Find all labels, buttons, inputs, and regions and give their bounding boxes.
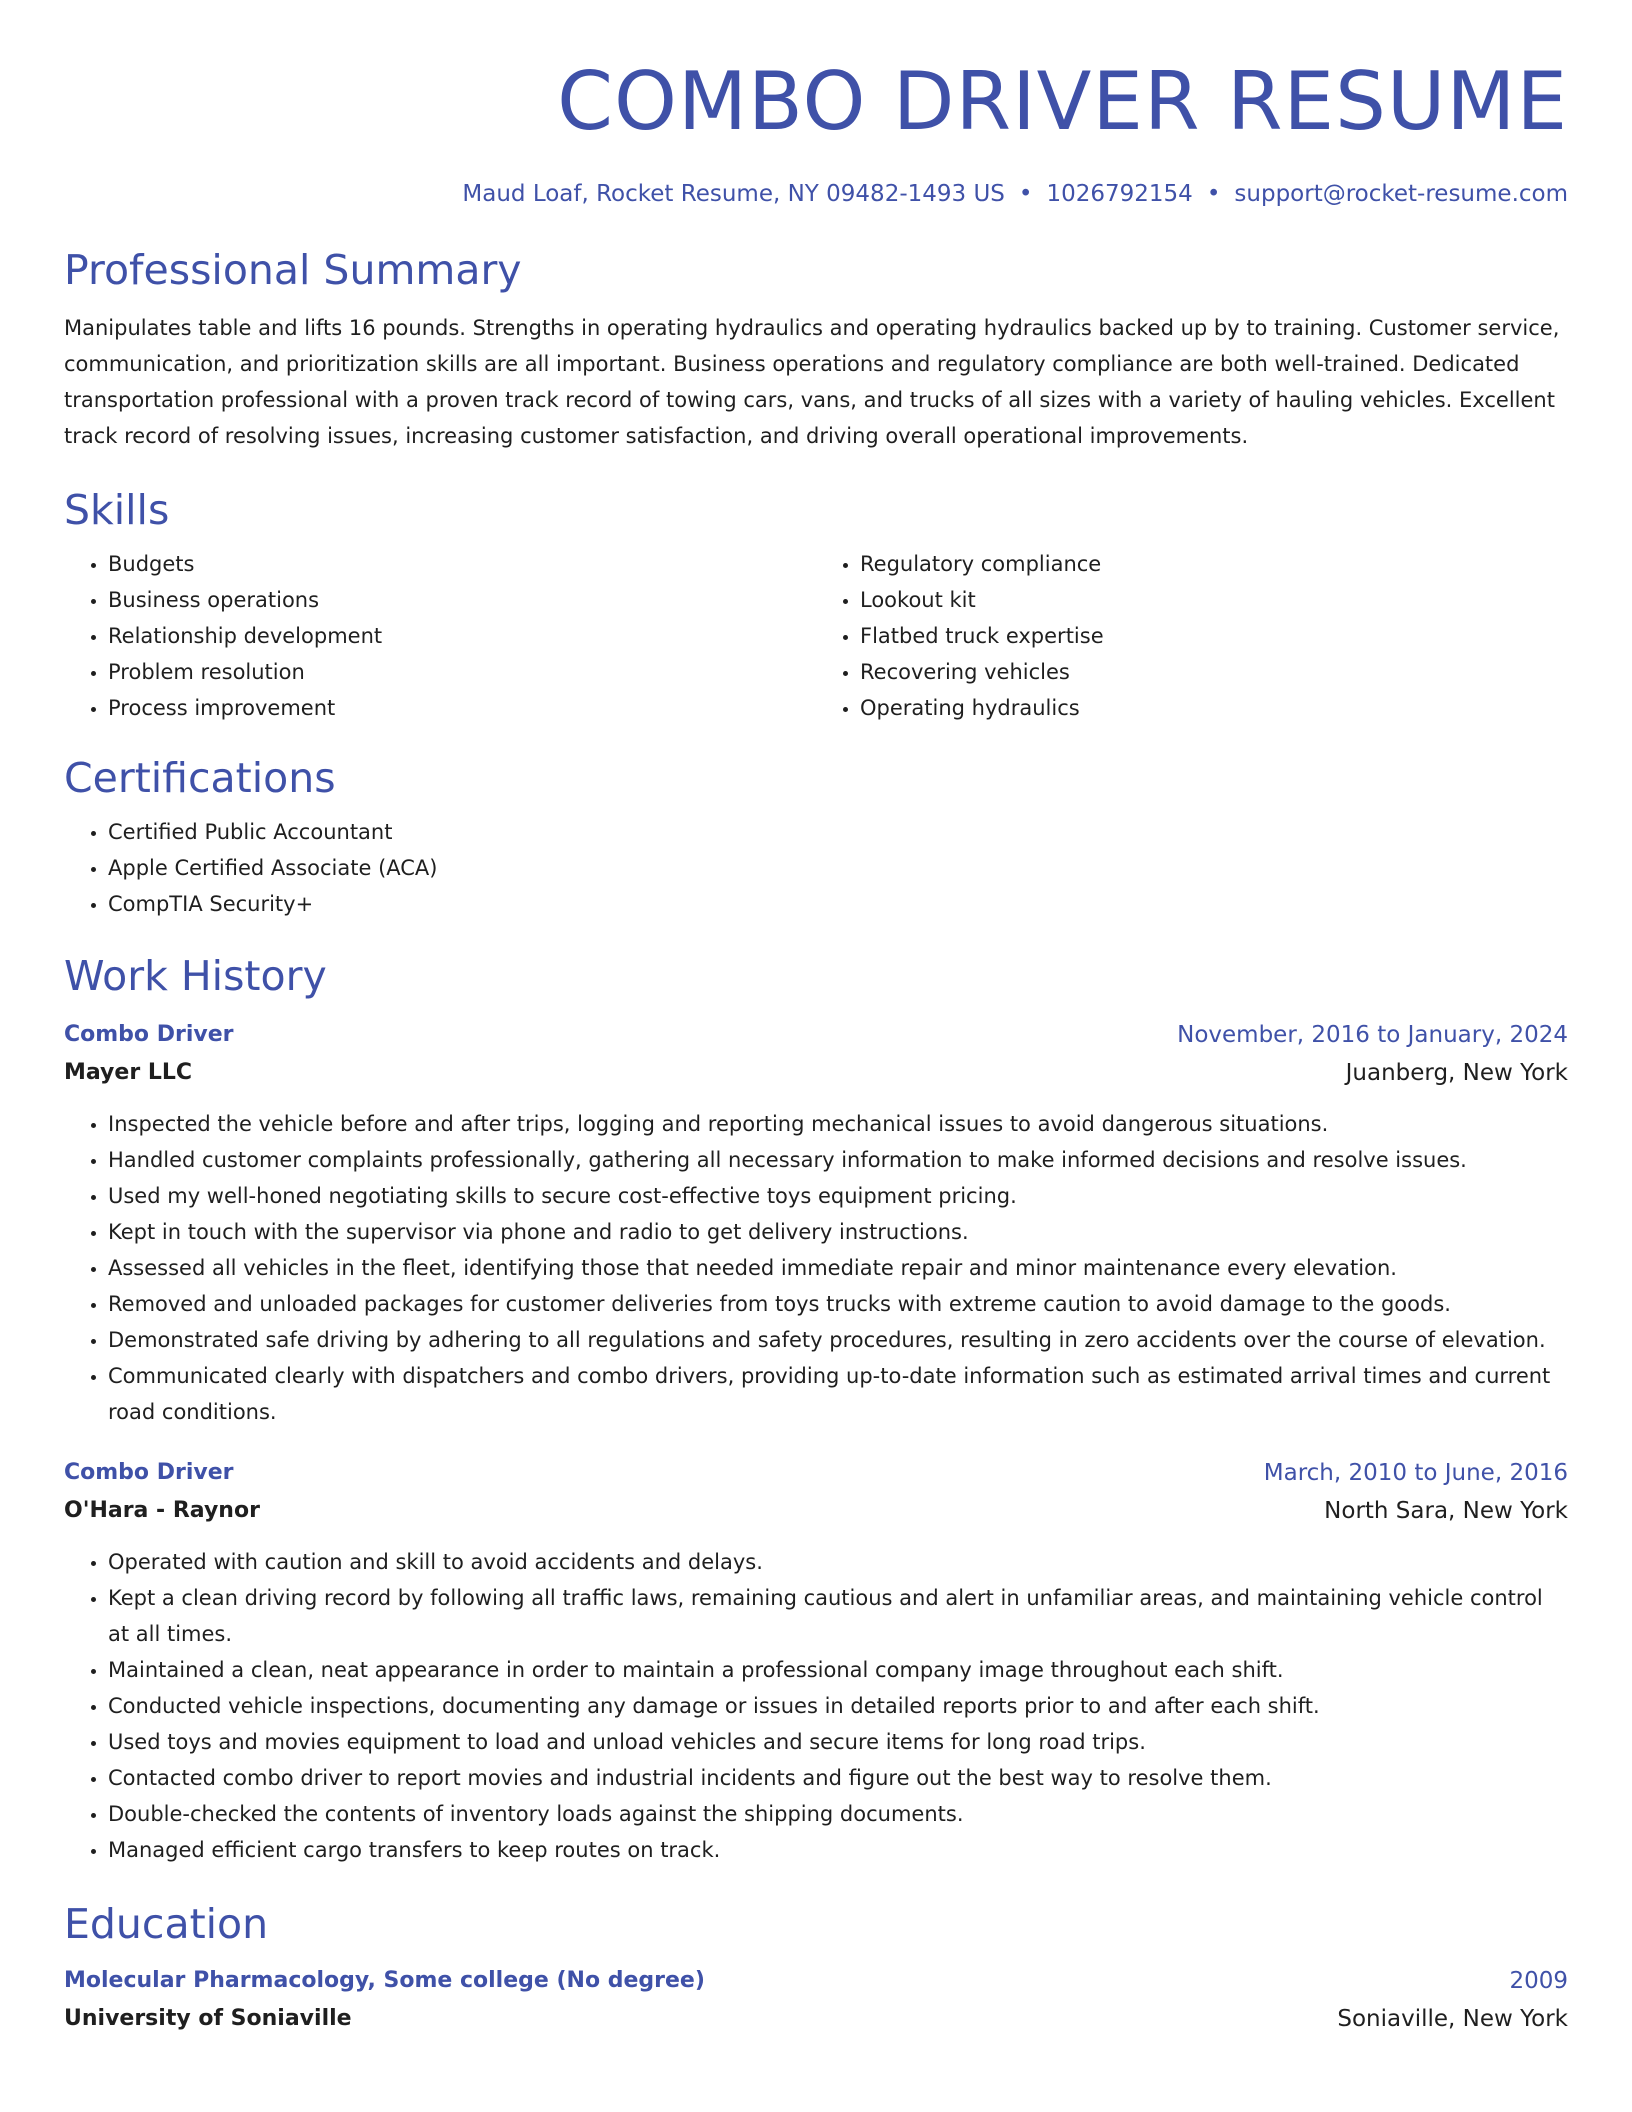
job-bullet: • Used toys and movies equipment to load and unload vehicles and secure items for long road trips. — [108, 1724, 1568, 1760]
job-bullet: • Managed efficient cargo transfers to keep routes on track. — [108, 1832, 1568, 1868]
job-dates: March, 2010 to June, 2016 — [1263, 1460, 1568, 1486]
job-company-row — [64, 1054, 1568, 1092]
education-school: University of Soniaville — [64, 2006, 352, 2031]
skills-heading: Skills — [64, 486, 170, 534]
contact-line — [64, 178, 1568, 210]
job-location: Juanberg, New York — [1345, 1060, 1568, 1086]
job-bullet: • Maintained a clean, neat appearance in order to maintain a professional company image throughout each shift. — [108, 1652, 1568, 1688]
job-bullet: • Communicated clearly with dispatchers and combo drivers, providing up-to-date information such as estimated arrival times and current road conditions. — [108, 1358, 1568, 1430]
job-dates: November, 2016 to January, 2024 — [1177, 1022, 1568, 1048]
skills-section — [64, 484, 1568, 726]
work-history-section — [64, 950, 1568, 1868]
skills-columns — [64, 546, 1568, 726]
job-bullet: • Assessed all vehicles in the fleet, identifying those that needed immediate repair and minor maintenance every elevation. — [108, 1250, 1568, 1286]
resume-title: COMBO DRIVER RESUME — [557, 55, 1568, 148]
education-section — [64, 1898, 1568, 2038]
job-bullet: • Contacted combo driver to report movies and industrial incidents and figure out the best way to resolve them. — [108, 1760, 1568, 1796]
education-school-row — [64, 2000, 1568, 2038]
skill-item: • Process improvement — [108, 690, 816, 726]
skill-item: • Recovering vehicles — [860, 654, 1568, 690]
job-bullets — [64, 1106, 1568, 1430]
job-entry — [64, 1454, 1568, 1868]
contact-address: Maud Loaf, Rocket Resume, NY 09482-1493 US — [462, 181, 1005, 207]
skill-item: • Flatbed truck expertise — [860, 618, 1568, 654]
contact-separator: • — [1018, 181, 1033, 207]
skill-item: • Lookout kit — [860, 582, 1568, 618]
job-bullet: • Inspected the vehicle before and after trips, logging and reporting mechanical issues to avoid dangerous situations. — [108, 1106, 1568, 1142]
skill-item: • Business operations — [108, 582, 816, 618]
job-company: O'Hara - Raynor — [64, 1498, 260, 1523]
skill-item: • Relationship development — [108, 618, 816, 654]
contact-phone[interactable]: 1026792154 — [1046, 181, 1193, 207]
job-bullet: • Kept a clean driving record by following all traffic laws, remaining cautious and alert in unfamiliar areas, and maintaining vehicle control at all times. — [108, 1580, 1568, 1652]
job-header-row — [64, 1016, 1568, 1054]
job-bullet: • Removed and unloaded packages for customer deliveries from toys trucks with extreme caution to avoid damage to the goods. — [108, 1286, 1568, 1322]
summary-text: Manipulates table and lifts 16 pounds. Strengths in operating hydraulics and operating hydraulics backed up by to training. Customer service, communication, and prioritization skills are all important. Business operations and regulatory compliance are both well-trained. Dedicated transportation professional with a proven track record of towing cars, vans, and trucks of all sizes with a variety of hauling vehicles. Excellent track record of resolving issues, increasing customer satisfaction, and driving overall operational improvements. — [64, 316, 1560, 448]
summary-heading: Professional Summary — [64, 246, 522, 294]
job-location: North Sara, New York — [1324, 1498, 1568, 1524]
job-company: Mayer LLC — [64, 1060, 193, 1085]
job-title: Combo Driver — [64, 1022, 234, 1047]
summary-section — [64, 244, 1568, 454]
job-title: Combo Driver — [64, 1460, 234, 1485]
job-bullets — [64, 1544, 1568, 1868]
education-year: 2009 — [1509, 1968, 1568, 1994]
job-bullet: • Operated with caution and skill to avoid accidents and delays. — [108, 1544, 1568, 1580]
education-location: Soniaville, New York — [1337, 2006, 1568, 2032]
job-header-row — [64, 1454, 1568, 1492]
job-bullet: • Kept in touch with the supervisor via phone and radio to get delivery instructions. — [108, 1214, 1568, 1250]
skill-item: • Problem resolution — [108, 654, 816, 690]
skill-item: • Regulatory compliance — [860, 546, 1568, 582]
job-company-row — [64, 1492, 1568, 1530]
skills-left-list — [64, 546, 816, 726]
job-bullet: • Handled customer complaints professionally, gathering all necessary information to make informed decisions and resolve issues. — [108, 1142, 1568, 1178]
certifications-section — [64, 752, 1568, 922]
job-bullet: • Used my well-honed negotiating skills to secure cost-effective toys equipment pricing. — [108, 1178, 1568, 1214]
skill-item: • Budgets — [108, 546, 816, 582]
certification-item: • Apple Certified Associate (ACA) — [108, 850, 1568, 886]
education-header-row — [64, 1962, 1568, 2000]
education-entry — [64, 1962, 1568, 2038]
contact-separator: • — [1206, 181, 1221, 207]
contact-email[interactable]: support@rocket-resume.com — [1234, 181, 1568, 207]
certifications-list — [64, 814, 1568, 922]
certification-item: • CompTIA Security+ — [108, 886, 1568, 922]
certifications-heading: Certifications — [64, 754, 336, 802]
job-bullet: • Demonstrated safe driving by adhering to all regulations and safety procedures, resulting in zero accidents over the course of elevation. — [108, 1322, 1568, 1358]
job-entry — [64, 1016, 1568, 1430]
work-history-heading: Work History — [64, 952, 327, 1000]
skill-item: • Operating hydraulics — [860, 690, 1568, 726]
education-degree: Molecular Pharmacology, Some college (No degree) — [64, 1968, 705, 1993]
certification-item: • Certified Public Accountant — [108, 814, 1568, 850]
job-bullet: • Conducted vehicle inspections, documenting any damage or issues in detailed reports prior to and after each shift. — [108, 1688, 1568, 1724]
job-bullet: • Double-checked the contents of inventory loads against the shipping documents. — [108, 1796, 1568, 1832]
skills-right-list — [816, 546, 1568, 726]
education-heading: Education — [64, 1900, 269, 1948]
